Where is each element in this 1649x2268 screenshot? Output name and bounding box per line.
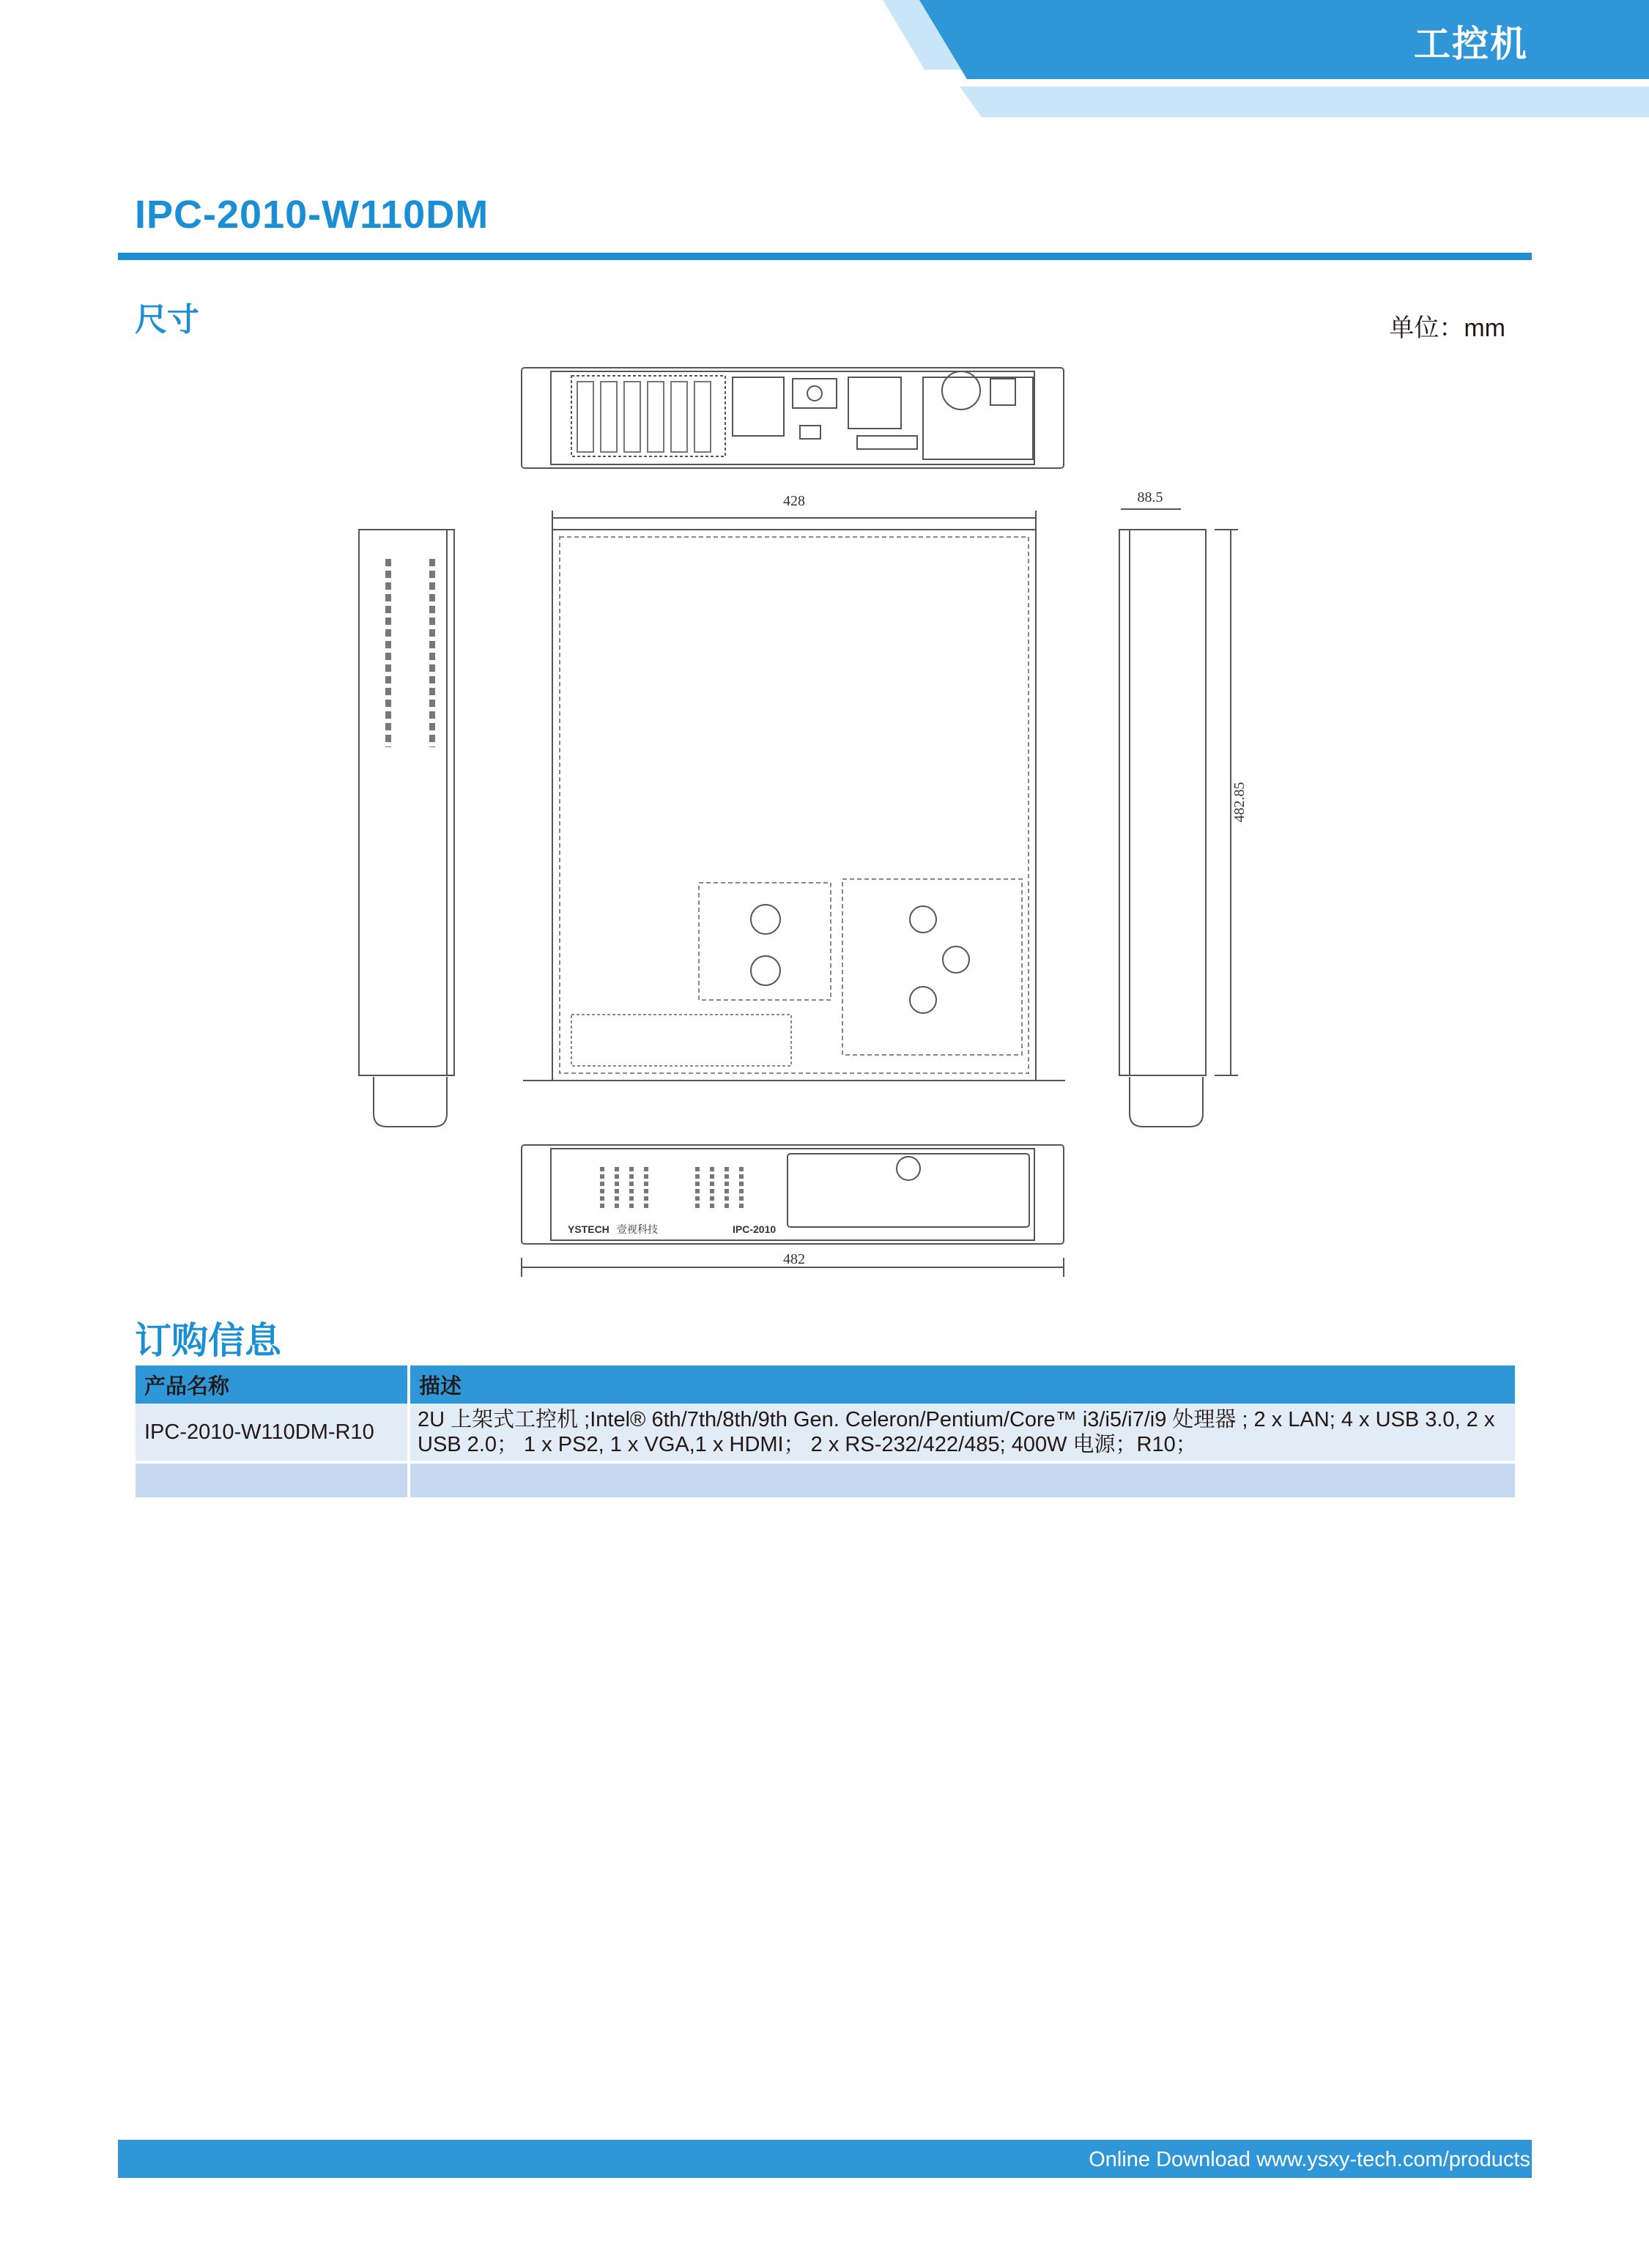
dim-width-label: 428 [783,493,805,509]
cell-product-name: IPC-2010-W110DM-R10 [136,1404,410,1461]
col-header-description: 描述 [410,1365,1515,1404]
header-banner [0,0,1649,125]
left-side-view [359,530,454,1127]
order-heading: 订购信息 [135,1320,281,1361]
cell-description [410,1461,1515,1497]
table-row [136,1404,1515,1461]
banner-accent [960,86,1649,117]
banner-main [919,0,1649,79]
unit-label: 单位：mm [1389,314,1505,342]
footer-download-link[interactable]: Online Download www.ysxy-tech.com/products [1089,2148,1530,2171]
table-row [136,1461,1515,1497]
order-table [136,1365,1515,1497]
col-header-name: 产品名称 [136,1365,410,1404]
top-view [523,509,1181,1081]
dim-depth-label: 88.5 [1137,489,1163,505]
product-title: IPC-2010-W110DM [135,193,489,237]
dimension-drawing [344,355,1248,1293]
dim-panel-width-label: 482 [783,1251,805,1267]
model-plate-text: IPC-2010 [733,1223,777,1235]
table-header-row [136,1365,1515,1404]
brand-cn-text: 壹视科技 [617,1224,658,1236]
brand-logo-text: YSTECH [568,1223,609,1235]
dim-length-label: 482.85 [1231,782,1248,823]
dimensions-heading: 尺寸 [135,302,199,338]
rear-view [522,368,1064,468]
right-side-view [1119,530,1238,1127]
title-divider [118,253,1532,260]
category-title: 工控机 [1414,23,1528,64]
cell-product-name [136,1461,410,1497]
cell-description: 2U 上架式工控机 ;Intel® 6th/7th/8th/9th Gen. Celeron/Pentium/Core™ i3/i5/i7/i9 处理器 ; 2 x LAN; 4 x USB 3.0, 2 x USB 2.0； 1 x PS2, 1 x VGA,1 x HDMI； 2 x RS-232/422/485; 400W 电源；R10； [410,1404,1515,1461]
